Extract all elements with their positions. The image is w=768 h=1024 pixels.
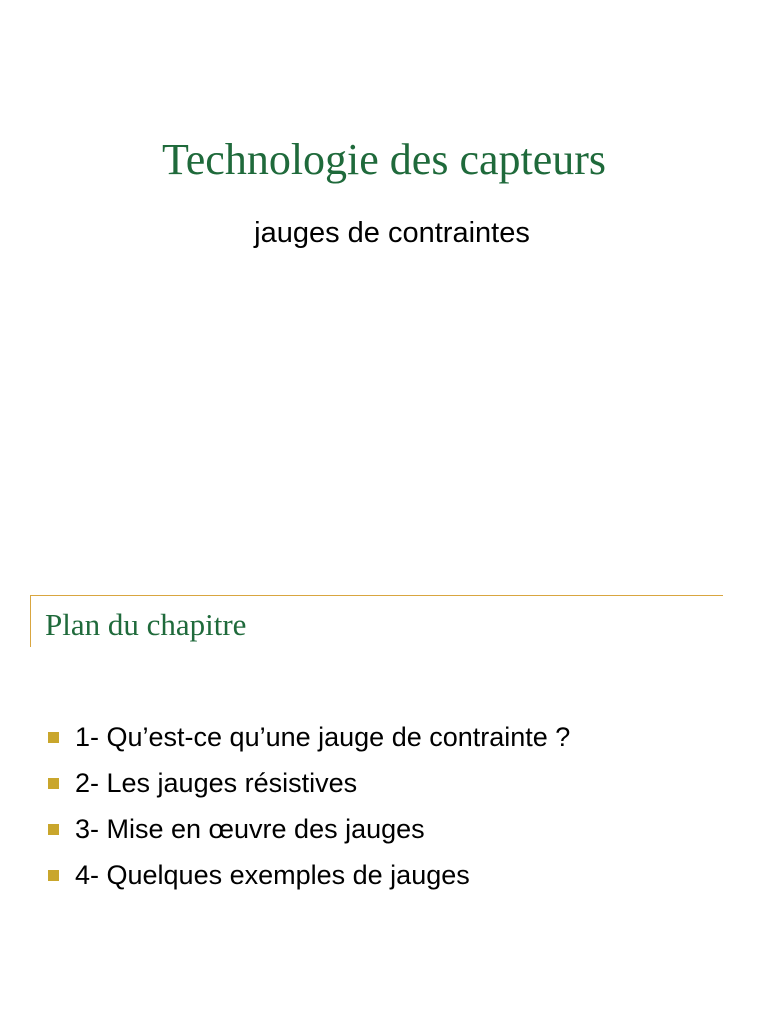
- chapter-outline-list: [48, 714, 570, 898]
- list-item: [48, 760, 570, 806]
- bullet-square-icon: [48, 870, 59, 881]
- section-divider-horizontal: [30, 595, 723, 596]
- section-heading: Plan du chapitre: [45, 607, 247, 642]
- list-item-label: 1- Qu’est-ce qu’une jauge de contrainte ?: [75, 722, 571, 752]
- list-item-label: 3- Mise en œuvre des jauges: [75, 814, 425, 844]
- bullet-square-icon: [48, 732, 59, 743]
- bullet-square-icon: [48, 824, 59, 835]
- slide-title: Technologie des capteurs: [161, 135, 607, 184]
- list-item-label: 2- Les jauges résistives: [75, 768, 358, 798]
- list-item: [48, 852, 570, 898]
- section-divider-vertical: [30, 595, 31, 647]
- list-item-label: 4- Quelques exemples de jauges: [75, 860, 470, 890]
- list-item: [48, 806, 570, 852]
- list-item: [48, 714, 570, 760]
- slide-subtitle: jauges de contraintes: [254, 217, 530, 249]
- bullet-square-icon: [48, 778, 59, 789]
